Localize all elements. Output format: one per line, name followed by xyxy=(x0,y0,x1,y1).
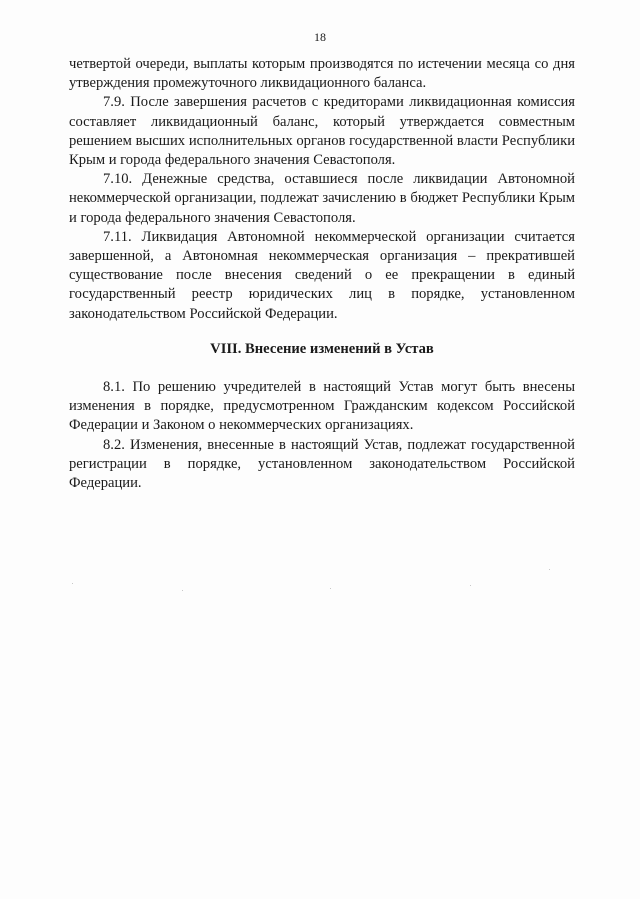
scan-speck xyxy=(330,588,331,589)
scan-speck xyxy=(470,585,471,586)
paragraph-7-10: 7.10. Денежные средства, оставшиеся после ликвидации Автономной некоммерческой организации, подлежат зачислению в бюджет Республики Крым и города федерального значения Севастополя. xyxy=(69,171,575,226)
page-number: 18 xyxy=(314,30,326,44)
paragraph: четвертой очереди, выплаты которым производятся по истечении месяца со дня утверждения промежуточного ликвидационного баланса. xyxy=(69,56,575,92)
paragraph-8-2: 8.2. Изменения, внесенные в настоящий Устав, подлежат государственной регистрации в порядке, установленном законодательством Российской Федерации. xyxy=(69,436,575,492)
section-heading: VIII. Внесение изменений в Устав xyxy=(210,340,434,357)
scan-speck xyxy=(182,590,183,591)
document-body xyxy=(69,55,575,493)
paragraph-7-9: 7.9. После завершения расчетов с кредиторами ликвидационная комиссия составляет ликвидационный баланс, который утверждается совместным решением высших исполнительных органов государственной власти Республики Крым и города федерального значения Севастополя. xyxy=(69,94,575,169)
scan-speck xyxy=(72,583,73,584)
paragraph-8-1: 8.1. По решению учредителей в настоящий Устав могут быть внесены изменения в порядке, предусмотренном Гражданским кодексом Российской Федерации и Законом о некоммерческих организациях. xyxy=(69,379,575,434)
paragraph-7-11: 7.11. Ликвидация Автономной некоммерческой организации считается завершенной, а Автономная некоммерческая организация – прекратившей существование после внесения сведений о ее прекращении в единый государственный реестр юридических лиц в порядке, установленном законодательством Российской Федерации. xyxy=(69,228,575,322)
scan-speck xyxy=(549,569,550,570)
